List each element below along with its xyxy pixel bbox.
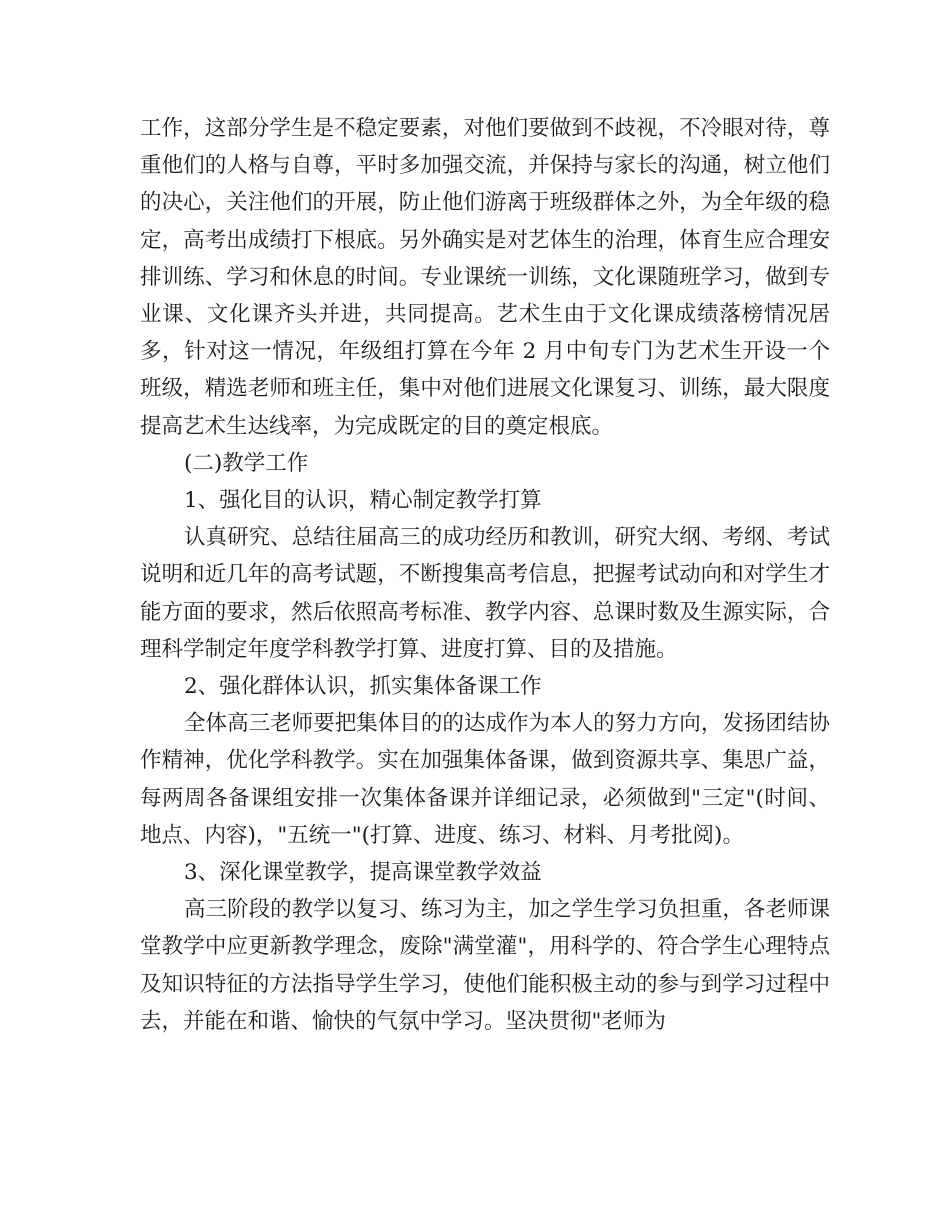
- document-body: [140, 110, 830, 1040]
- section-heading-teaching-work: (二)教学工作: [184, 450, 309, 476]
- paragraph-teaching-plan: 认真研究、总结往届高三的成功经历和教训，研究大纲、考纲、考试说明和近几年的高考试题，不断搜集高考信息，把握考试动向和对学生才能方面的要求，然后依照高考标准、教学内容、总课时数及生源实际，合理科学制定年度学科教学打算、进度打算、目的及措施。: [140, 525, 830, 662]
- paragraph-collective-prep: 全体高三老师要把集体目的的达成作为本人的努力方向，发扬团结协作精神，优化学科教学。实在加强集体备课，做到资源共享、集思广益，每两周各备课组安排一次集体备课并详细记录，必须做到"三定"(时间、地点、内容)，"五统一"(打算、进度、练习、材料、月考批阅)。: [140, 711, 830, 848]
- subheading-teaching-plan: 1、强化目的认识，精心制定教学打算: [184, 488, 542, 514]
- subheading-collective-prep: 2、强化群体认识，抓实集体备课工作: [184, 674, 542, 700]
- paragraph-arts-sports-students: 工作，这部分学生是不稳定要素，对他们要做到不歧视，不冷眼对待，尊重他们的人格与自尊，平时多加强交流，并保持与家长的沟通，树立他们的决心，关注他们的开展，防止他们游离于班级群体之外，为全年级的稳定，高考出成绩打下根底。另外确实是对艺体生的治理，体育生应合理安排训练、学习和休息的时间。专业课统一训练，文化课随班学习，做到专业课、文化课齐头并进，共同提高。艺术生由于文化课成绩落榜情况居多，针对这一情况，年级组打算在今年 2 月中旬专门为艺术生开设一个班级，精选老师和班主任，集中对他们进展文化课复习、训练，最大限度提高艺术生达线率，为完成既定的目的奠定根底。: [140, 116, 830, 439]
- subheading-classroom-teaching: 3、深化课堂教学，提高课堂教学效益: [184, 860, 542, 886]
- paragraph-classroom-teaching: 高三阶段的教学以复习、练习为主，加之学生学习负担重，各老师课堂教学中应更新教学理念，废除"满堂灌"，用科学的、符合学生心理特点及知识特征的方法指导学生学习，使他们能积极主动的参与到学习过程中去，并能在和谐、愉快的气氛中学习。坚决贯彻"老师为: [140, 897, 830, 1034]
